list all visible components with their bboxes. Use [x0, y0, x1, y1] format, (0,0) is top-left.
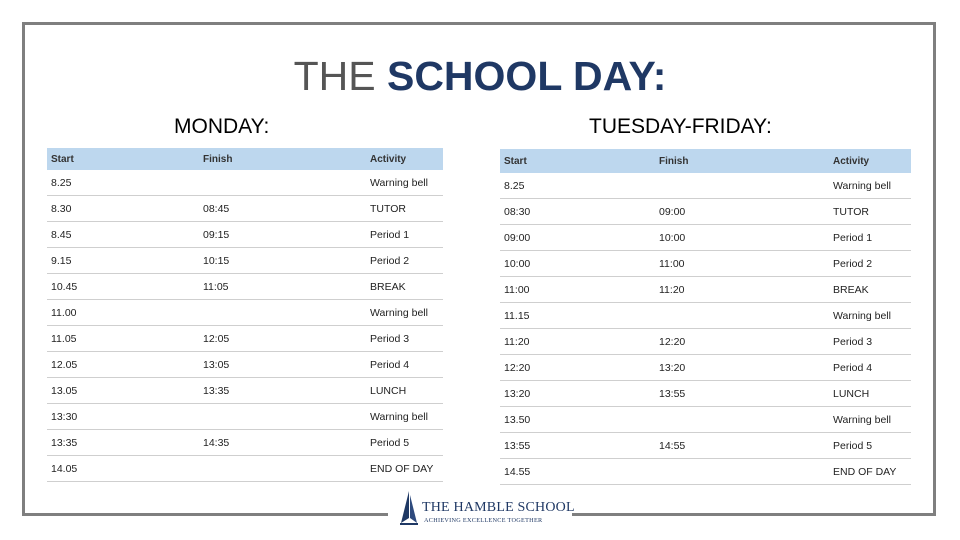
table-row	[500, 277, 911, 303]
start-cell: 13:20	[500, 381, 655, 407]
start-cell: 13:55	[500, 433, 655, 459]
column-header-activity: Activity	[366, 148, 443, 170]
finish-cell: 09:00	[655, 199, 829, 225]
activity-cell: Warning bell	[829, 407, 911, 433]
activity-cell: TUTOR	[829, 199, 911, 225]
start-cell: 13:30	[47, 404, 199, 430]
finish-cell: 13:20	[655, 355, 829, 381]
title-part-1: THE	[293, 53, 387, 99]
activity-cell: Period 1	[829, 225, 911, 251]
start-cell: 8.45	[47, 222, 199, 248]
activity-cell: Period 2	[829, 251, 911, 277]
table-row	[500, 381, 911, 407]
tuesday-friday-heading: TUESDAY-FRIDAY:	[589, 115, 772, 138]
table-row	[500, 329, 911, 355]
table-row	[47, 196, 443, 222]
finish-cell: 14:35	[199, 430, 366, 456]
table-row	[500, 173, 911, 199]
start-cell: 8.30	[47, 196, 199, 222]
start-cell: 11:20	[500, 329, 655, 355]
activity-cell: BREAK	[829, 277, 911, 303]
table-row	[47, 222, 443, 248]
table-row	[47, 404, 443, 430]
table-row	[47, 248, 443, 274]
activity-cell: END OF DAY	[829, 459, 911, 485]
activity-cell: Warning bell	[366, 170, 443, 196]
finish-cell: 12:20	[655, 329, 829, 355]
finish-cell: 11:20	[655, 277, 829, 303]
activity-cell: Period 3	[829, 329, 911, 355]
start-cell: 08:30	[500, 199, 655, 225]
activity-cell: Warning bell	[366, 404, 443, 430]
table-header-row	[500, 149, 911, 173]
monday-heading: MONDAY:	[174, 115, 270, 138]
column-header-start: Start	[47, 148, 199, 170]
start-cell: 09:00	[500, 225, 655, 251]
table-row	[500, 251, 911, 277]
table-row	[47, 352, 443, 378]
table-row	[500, 225, 911, 251]
title-part-2: SCHOOL DAY:	[386, 53, 667, 99]
finish-cell: 14:55	[655, 433, 829, 459]
monday-timetable	[47, 148, 443, 482]
activity-cell: TUTOR	[366, 196, 443, 222]
school-logo	[398, 490, 575, 528]
sail-icon	[398, 490, 420, 526]
finish-cell	[655, 407, 829, 433]
finish-cell: 10:00	[655, 225, 829, 251]
start-cell: 12.05	[47, 352, 199, 378]
start-cell: 11:00	[500, 277, 655, 303]
start-cell: 13.50	[500, 407, 655, 433]
activity-cell: END OF DAY	[366, 456, 443, 482]
activity-cell: Period 4	[829, 355, 911, 381]
table-row	[47, 430, 443, 456]
page-title	[0, 52, 960, 100]
start-cell: 13.05	[47, 378, 199, 404]
column-header-finish: Finish	[199, 148, 366, 170]
start-cell: 14.55	[500, 459, 655, 485]
finish-cell: 12:05	[199, 326, 366, 352]
activity-cell: Period 5	[366, 430, 443, 456]
table-row	[500, 355, 911, 381]
activity-cell: Period 1	[366, 222, 443, 248]
finish-cell	[655, 303, 829, 329]
column-header-finish: Finish	[655, 149, 829, 173]
table-row	[500, 459, 911, 485]
start-cell: 12:20	[500, 355, 655, 381]
start-cell: 14.05	[47, 456, 199, 482]
finish-cell: 09:15	[199, 222, 366, 248]
activity-cell: BREAK	[366, 274, 443, 300]
finish-cell	[199, 456, 366, 482]
column-header-start: Start	[500, 149, 655, 173]
finish-cell	[199, 404, 366, 430]
logo-name: THE HAMBLE SCHOOL	[422, 500, 575, 515]
table-row	[500, 433, 911, 459]
tuesday-friday-timetable	[500, 149, 911, 485]
table-row	[47, 170, 443, 196]
start-cell: 11.05	[47, 326, 199, 352]
start-cell: 9.15	[47, 248, 199, 274]
start-cell: 11.15	[500, 303, 655, 329]
activity-cell: Warning bell	[366, 300, 443, 326]
start-cell: 11.00	[47, 300, 199, 326]
finish-cell	[655, 459, 829, 485]
table-row	[47, 326, 443, 352]
table-row	[47, 378, 443, 404]
activity-cell: Period 5	[829, 433, 911, 459]
start-cell: 10:00	[500, 251, 655, 277]
table-header-row	[47, 148, 443, 170]
finish-cell: 10:15	[199, 248, 366, 274]
start-cell: 8.25	[47, 170, 199, 196]
activity-cell: Warning bell	[829, 303, 911, 329]
finish-cell: 13:35	[199, 378, 366, 404]
activity-cell: LUNCH	[366, 378, 443, 404]
table-row	[500, 199, 911, 225]
start-cell: 13:35	[47, 430, 199, 456]
finish-cell: 13:05	[199, 352, 366, 378]
finish-cell: 08:45	[199, 196, 366, 222]
activity-cell: Warning bell	[829, 173, 911, 199]
table-row	[47, 300, 443, 326]
table-row	[47, 274, 443, 300]
activity-cell: Period 3	[366, 326, 443, 352]
finish-cell: 11:05	[199, 274, 366, 300]
logo-tagline: ACHIEVING EXCELLENCE TOGETHER	[424, 517, 543, 524]
finish-cell: 13:55	[655, 381, 829, 407]
start-cell: 8.25	[500, 173, 655, 199]
finish-cell	[199, 170, 366, 196]
table-row	[500, 303, 911, 329]
activity-cell: LUNCH	[829, 381, 911, 407]
activity-cell: Period 4	[366, 352, 443, 378]
column-header-activity: Activity	[829, 149, 911, 173]
table-row	[47, 456, 443, 482]
start-cell: 10.45	[47, 274, 199, 300]
finish-cell	[199, 300, 366, 326]
table-row	[500, 407, 911, 433]
activity-cell: Period 2	[366, 248, 443, 274]
finish-cell	[655, 173, 829, 199]
finish-cell: 11:00	[655, 251, 829, 277]
